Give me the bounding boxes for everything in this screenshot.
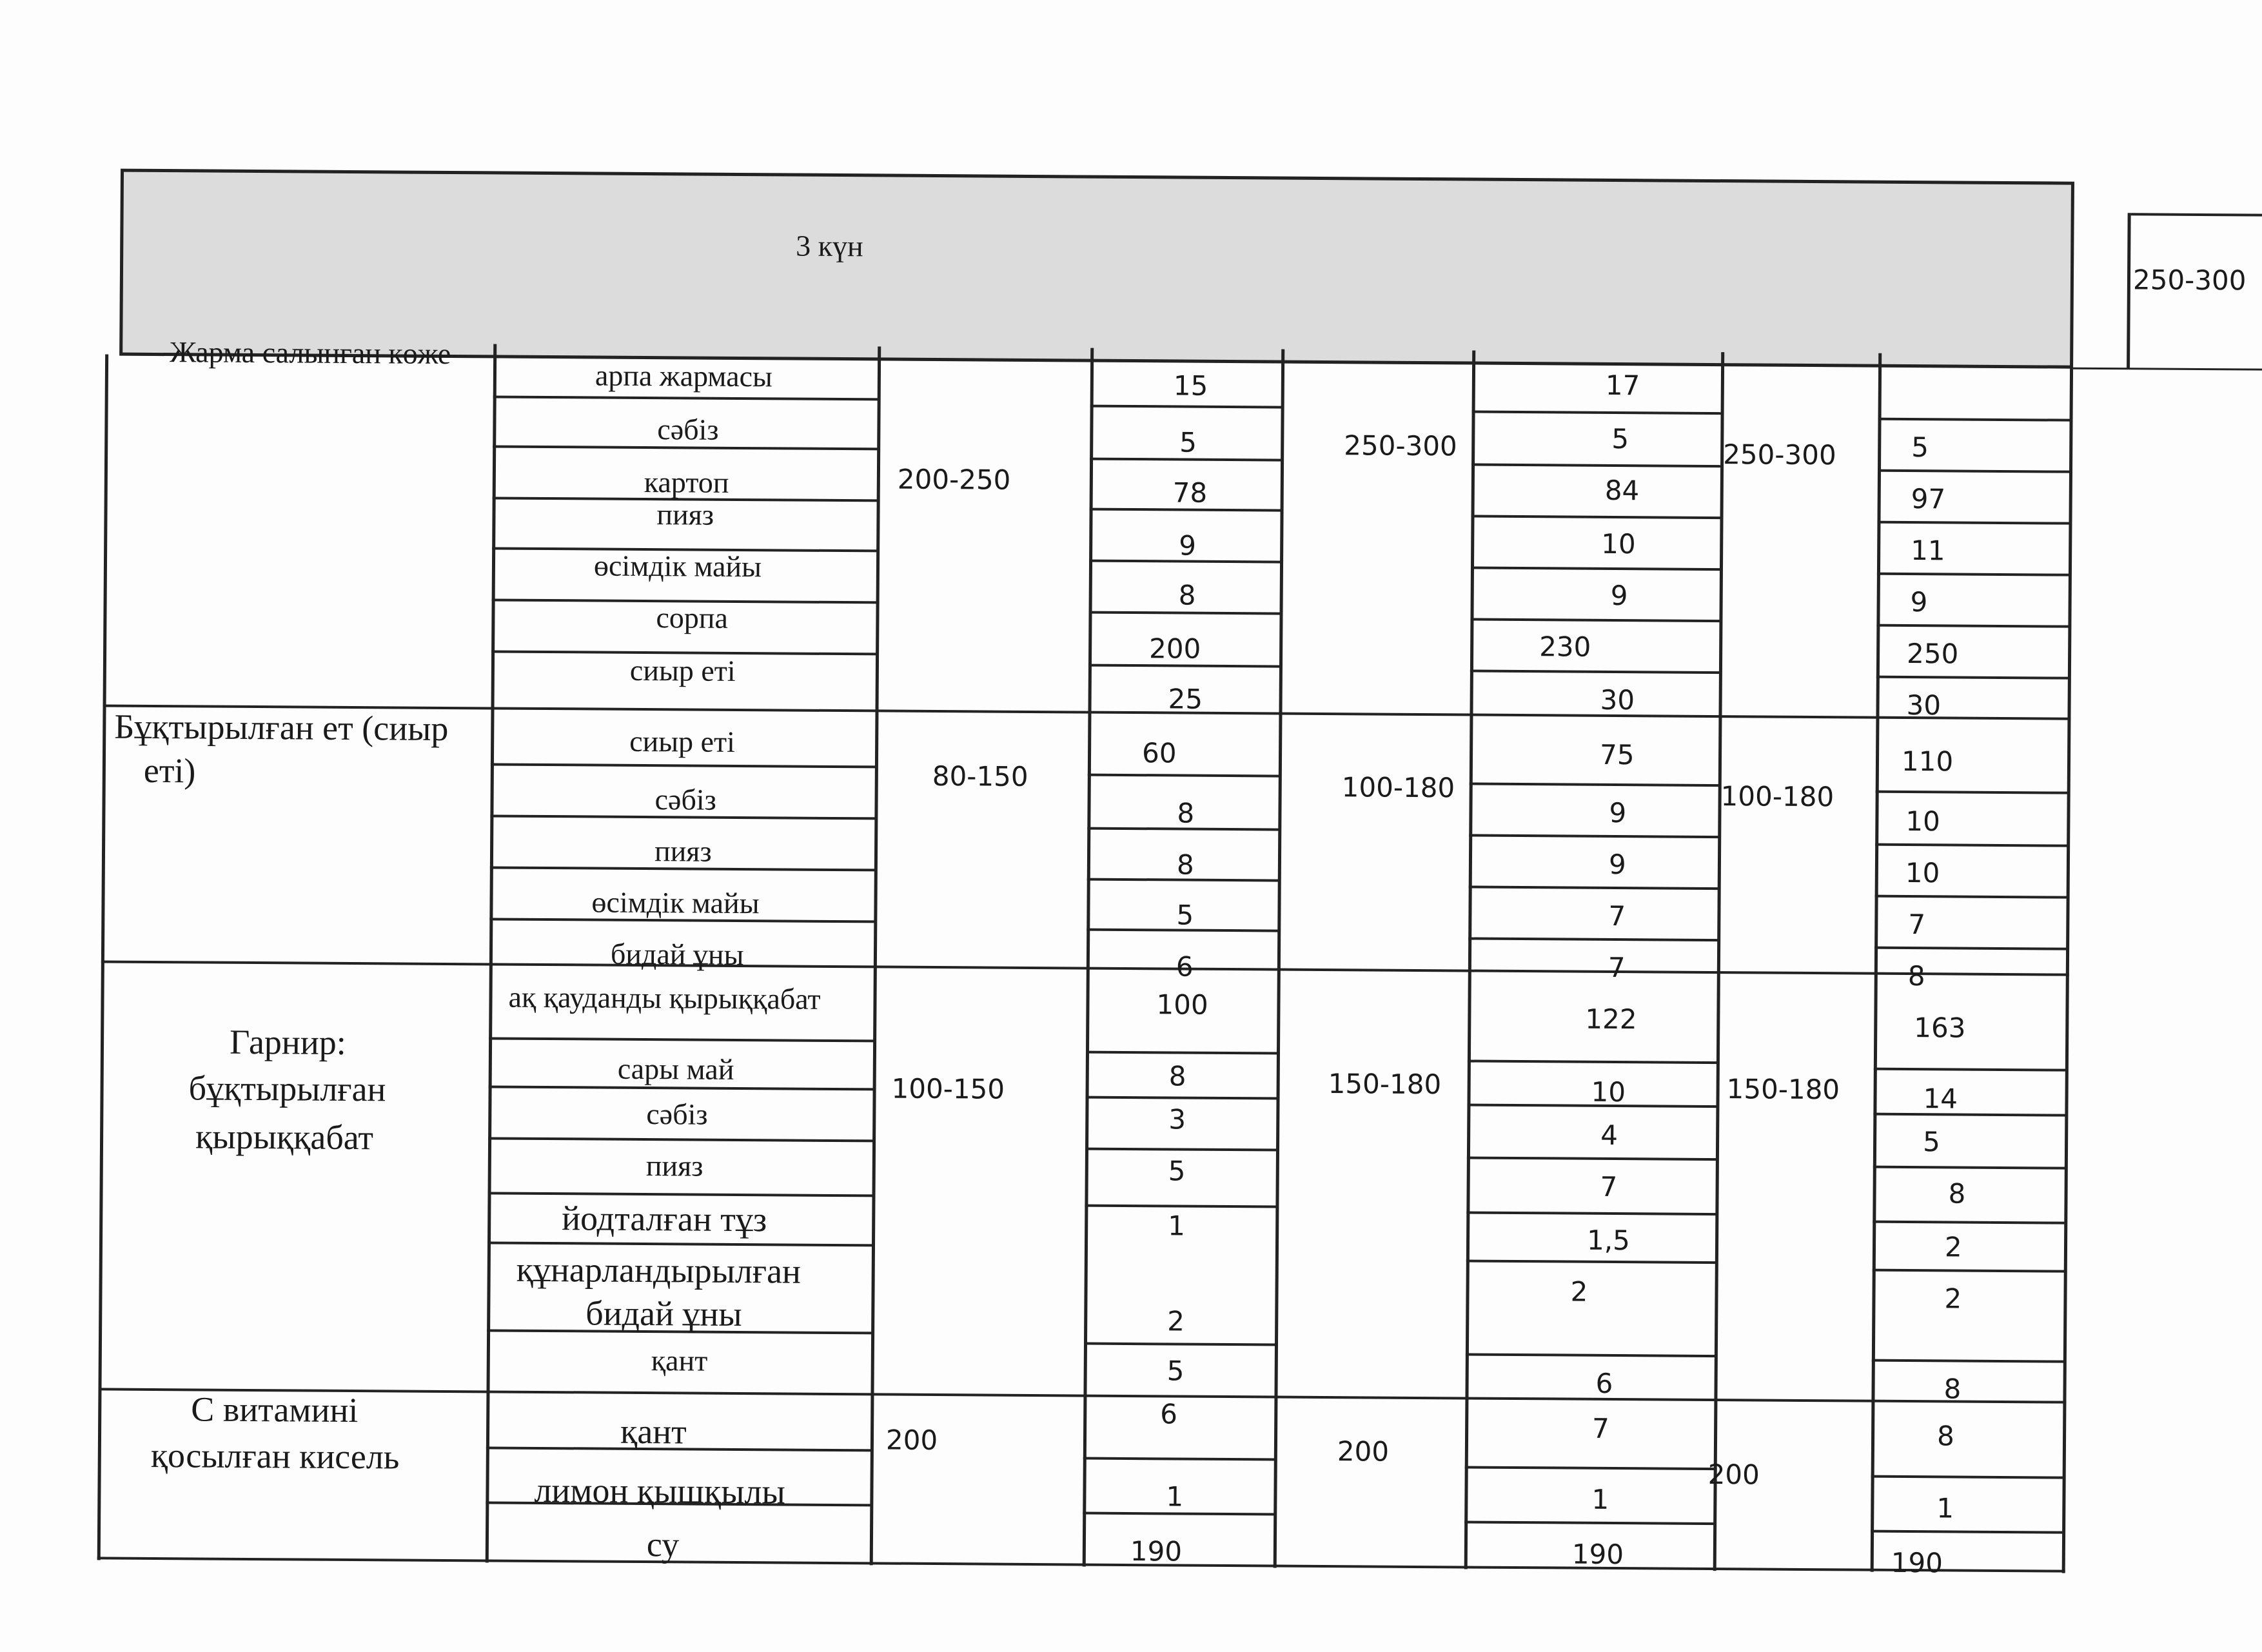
amount-b: 4 [1600, 1119, 1618, 1152]
row-line [1877, 573, 2070, 576]
ingredient-name: пияз [645, 1149, 703, 1183]
ingredient-name: арпа жармасы [595, 359, 773, 393]
amount-a: 15 [1173, 369, 1208, 402]
amount-b: 9 [1608, 848, 1626, 881]
ingredient-name: сиыр еті [629, 724, 736, 758]
ingredient-name: қант [620, 1411, 687, 1451]
row-line [1086, 1096, 1279, 1100]
amount-b: 9 [1609, 796, 1627, 829]
portion-c: 200 [1707, 1458, 1760, 1491]
group-sep-3 [98, 1388, 2066, 1403]
ingredient-name: пияз [654, 834, 712, 868]
amount-c: 5 [1911, 431, 1929, 464]
col-sep-1 [486, 344, 497, 1562]
amount-a: 6 [1175, 950, 1194, 983]
row-line [1878, 418, 2072, 422]
amount-c: 1 [1936, 1492, 1954, 1524]
portion-b: 200 [1337, 1435, 1390, 1468]
ingredient-name: қант [651, 1344, 708, 1377]
row-line [1089, 611, 1283, 615]
amount-c: 7 [1908, 909, 1926, 941]
ingredient-name: өсімдік майы [591, 885, 760, 920]
row-line [1466, 1211, 1718, 1215]
amount-c: 30 [1906, 689, 1942, 722]
row-line [1471, 515, 1723, 520]
row-line [1470, 783, 1721, 787]
portion-a: 80-150 [932, 760, 1028, 792]
amount-b: 10 [1591, 1076, 1626, 1108]
portion-a: 200 [885, 1424, 938, 1457]
amount-b: 1 [1591, 1483, 1609, 1515]
amount-c: 250 [1906, 637, 1959, 670]
amount-b: 2 [1570, 1275, 1588, 1308]
ingredient-name: бидай ұны [610, 937, 744, 972]
row-line [488, 1137, 875, 1142]
col-sep-6 [1713, 352, 1725, 1571]
amount-c: 2 [1944, 1283, 1962, 1315]
amount-c: 97 [1911, 483, 1946, 515]
row-line [1873, 1221, 2066, 1224]
row-line [1471, 567, 1722, 571]
group-sep-2 [101, 960, 2069, 976]
row-line [493, 395, 880, 400]
col-sep-2 [870, 346, 881, 1565]
row-line [1877, 521, 2070, 525]
ingredient-name: сәбіз [646, 1097, 708, 1131]
amount-c: 190 [1891, 1546, 1943, 1579]
amount-c: 163 [1914, 1012, 1966, 1044]
row-line [1086, 1051, 1279, 1055]
frame-left [97, 354, 108, 1560]
amount-b: 84 [1604, 474, 1640, 507]
amount-c: 8 [1943, 1373, 1962, 1405]
portion-c: 250-300 [1723, 438, 1836, 471]
amount-c: 8 [1907, 960, 1925, 992]
portion-c: 100-180 [1720, 780, 1834, 813]
amount-b: 17 [1605, 369, 1640, 402]
row-line [1875, 843, 2069, 847]
amount-b: 190 [1571, 1538, 1624, 1571]
row-line [1470, 670, 1722, 674]
row-line [1085, 1148, 1279, 1152]
amount-a: 2 [1167, 1305, 1185, 1337]
row-line [1466, 1259, 1718, 1264]
ingredient-name: сәбіз [657, 413, 719, 446]
row-line [1464, 1520, 1716, 1525]
amount-a: 60 [1141, 737, 1177, 769]
dish-name: Жарма салынған көже [170, 335, 451, 371]
amount-a: 8 [1168, 1060, 1186, 1092]
ingredient-name: пияз [656, 498, 714, 531]
portion-b: 150-180 [1328, 1068, 1442, 1101]
amount-b: 75 [1599, 738, 1635, 771]
ingredient-name: өсімдік майы [593, 549, 762, 584]
col-sep-3 [1083, 348, 1094, 1567]
row-line [1471, 464, 1723, 468]
frame-bottom [97, 1557, 2065, 1572]
row-line [1468, 1059, 1719, 1064]
amount-c: 11 [1911, 535, 1945, 567]
ingredient-name: сиыр еті [629, 653, 736, 687]
row-line [488, 1192, 875, 1197]
amount-b: 7 [1600, 1170, 1618, 1203]
amount-b: 7 [1591, 1412, 1610, 1444]
day-label: 3 күн [796, 229, 863, 263]
row-line [1469, 886, 1720, 890]
portion-a: 100-150 [891, 1072, 1005, 1105]
amount-b: 30 [1600, 683, 1635, 716]
ingredient-name: йодталған тұз [562, 1199, 767, 1239]
row-line [1873, 1113, 2067, 1117]
amount-a: 1 [1168, 1210, 1186, 1242]
amount-b: 230 [1539, 631, 1591, 663]
amount-c: 10 [1905, 805, 1941, 838]
ingredient-name: сорпа [656, 601, 729, 634]
amount-b: 10 [1601, 527, 1636, 560]
row-line [1873, 1166, 2067, 1170]
amount-a: 100 [1156, 988, 1208, 1021]
row-line [1090, 405, 1284, 409]
ingredient-name: су [646, 1525, 680, 1564]
row-line [1083, 1457, 1277, 1461]
dish-name-line2: еті) [143, 751, 196, 791]
ingredient-name: ақ қауданды қырыққабат [508, 980, 821, 1016]
amount-a: 3 [1168, 1103, 1186, 1136]
amount-b: 7 [1608, 900, 1626, 932]
row-line [491, 763, 878, 768]
header-right-value: 250-300 [2132, 264, 2247, 297]
amount-a: 5 [1166, 1355, 1185, 1387]
ingredient-name-line2: бидай ұны [585, 1293, 742, 1334]
amount-b: 7 [1608, 951, 1626, 984]
dish-name-line2: қосылған кисель [150, 1435, 400, 1477]
row-line [1467, 1156, 1718, 1161]
row-line [1878, 469, 2071, 473]
amount-a: 200 [1148, 633, 1201, 665]
col-sep-7 [1871, 353, 1882, 1572]
row-line [1470, 618, 1722, 623]
row-line [1084, 1342, 1277, 1346]
row-line [1465, 1466, 1716, 1470]
row-line [1874, 947, 2068, 950]
row-line [1872, 1359, 2065, 1363]
amount-c: 110 [1901, 745, 1954, 778]
row-line [1469, 834, 1720, 839]
amount-a: 78 [1172, 477, 1208, 509]
ingredient-name: сәбіз [654, 783, 716, 816]
amount-c: 8 [1948, 1177, 1966, 1210]
row-line [1466, 1353, 1717, 1357]
amount-b: 122 [1585, 1003, 1637, 1036]
amount-a: 6 [1160, 1398, 1178, 1430]
amount-a: 1 [1166, 1480, 1184, 1513]
row-line [1871, 1530, 2064, 1534]
dish-name-line1: С витамині [191, 1390, 359, 1430]
amount-b: 6 [1595, 1367, 1613, 1400]
amount-c: 5 [1922, 1126, 1941, 1158]
amount-a: 25 [1168, 683, 1203, 715]
frame-right [2062, 368, 2073, 1573]
dish-name-line1: Бұқтырылған ет (сиыр [114, 707, 449, 749]
row-line [1873, 1269, 2066, 1273]
header-empty-cell [2073, 213, 2131, 369]
portion-b: 100-180 [1341, 771, 1455, 804]
amount-c: 10 [1905, 856, 1940, 889]
portion-a: 200-250 [897, 463, 1011, 496]
portion-b: 250-300 [1344, 429, 1457, 462]
row-line [1876, 791, 2069, 794]
row-line [1876, 624, 2070, 628]
row-line [1468, 937, 1720, 941]
amount-a: 5 [1179, 426, 1197, 458]
portion-c: 150-180 [1726, 1073, 1840, 1106]
amount-c: 8 [1936, 1420, 1954, 1452]
amount-a: 8 [1178, 579, 1196, 611]
row-line [1871, 1475, 2065, 1479]
amount-a: 190 [1130, 1535, 1183, 1568]
amount-a: 5 [1176, 899, 1194, 931]
amount-c: 2 [1944, 1231, 1962, 1263]
row-line [1875, 895, 2069, 899]
col-sep-5 [1464, 351, 1476, 1569]
amount-c: 9 [1910, 586, 1928, 618]
row-line [489, 1085, 876, 1090]
dish-name-line3: қырыққабат [195, 1117, 374, 1157]
row-line [1874, 1068, 2067, 1072]
dish-name-line1: Гарнир: [229, 1022, 346, 1062]
row-line [489, 1037, 876, 1042]
row-line [1876, 676, 2070, 680]
ingredient-name-line1: құнарландырылған [516, 1250, 802, 1291]
amount-a: 5 [1168, 1155, 1186, 1187]
col-sep-4 [1274, 349, 1285, 1568]
row-line [487, 1241, 874, 1246]
amount-b: 5 [1611, 422, 1629, 455]
header-right-bottom-line [2073, 368, 2262, 371]
row-line [1085, 1205, 1278, 1208]
amount-a: 9 [1179, 529, 1197, 562]
row-line [493, 445, 880, 450]
amount-a: 8 [1176, 849, 1194, 881]
ingredient-name: лимон қышқылы [534, 1470, 785, 1511]
dish-name-line2: бұқтырылған [188, 1068, 386, 1109]
row-line [1088, 774, 1281, 778]
row-line [1472, 411, 1724, 415]
amount-a: 8 [1177, 797, 1195, 829]
amount-c: 14 [1923, 1083, 1958, 1115]
amount-b: 9 [1610, 579, 1628, 612]
amount-b: 1,5 [1586, 1224, 1631, 1257]
ingredient-name: картоп [644, 466, 729, 499]
ingredient-name: сары май [617, 1052, 734, 1086]
